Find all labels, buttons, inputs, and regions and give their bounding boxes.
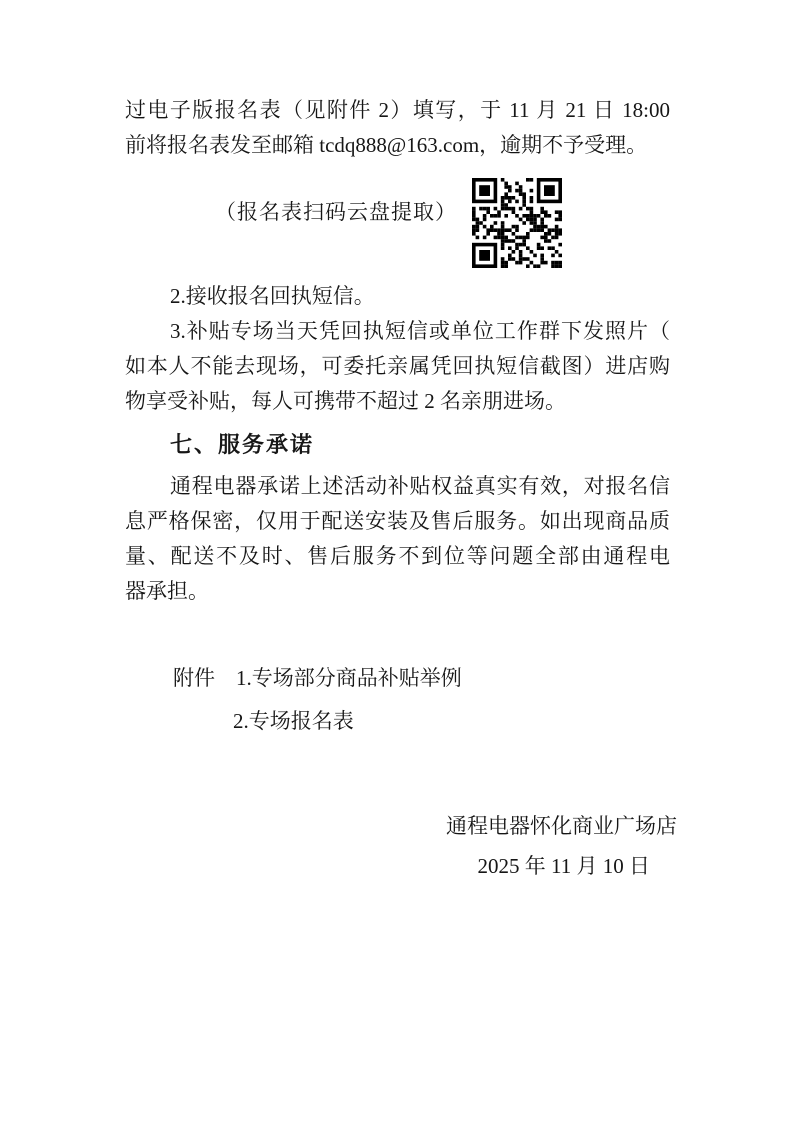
section-heading-service-commitment: 七、服务承诺 [170, 432, 315, 457]
service-para-line1: 通程电器承诺上述活动补贴权益真实有效，对报名信 [170, 474, 670, 498]
list-item-3-line3: 物享受补贴，每人可携带不超过 2 名亲朋进场。 [125, 389, 566, 413]
signature-date: 2025 年 11 月 10 日 [477, 854, 650, 878]
document-body [125, 93, 677, 884]
list-item-2: 2.接收报名回执短信。 [170, 284, 375, 308]
service-para-line2: 息严格保密，仅用于配送安装及售后服务。如出现商品质 [125, 509, 670, 533]
attachments-prefix: 附件 [173, 666, 215, 690]
list-item-3-line2: 如本人不能去现场，可委托亲属凭回执短信截图）进店购 [125, 354, 670, 378]
attachment-item-2: 2.专场报名表 [233, 709, 354, 733]
qr-caption: （报名表扫码云盘提取） [215, 200, 457, 224]
attachment-1-label: 1.专场部分商品补贴举例 [236, 666, 462, 690]
para-registration-line1: 过电子版报名表（见附件 2）填写，于 11 月 21 日 18:00 [125, 98, 670, 122]
service-para-line3: 量、配送不及时、售后服务不到位等问题全部由通程电 [125, 544, 670, 568]
qr-code-icon [472, 178, 562, 268]
list-item-3-line1: 3.补贴专场当天凭回执短信或单位工作群下发照片（ [170, 319, 670, 343]
service-para-line4: 器承担。 [125, 579, 209, 603]
attachments-list [173, 661, 670, 739]
para-registration-line2: 前将报名表发至邮箱 tcdq888@163.com，逾期不予受理。 [125, 133, 648, 157]
attachment-item-1 [173, 661, 670, 696]
signature-block [125, 809, 677, 884]
signature-store-name: 通程电器怀化商业广场店 [446, 814, 677, 838]
qr-section [125, 178, 670, 268]
